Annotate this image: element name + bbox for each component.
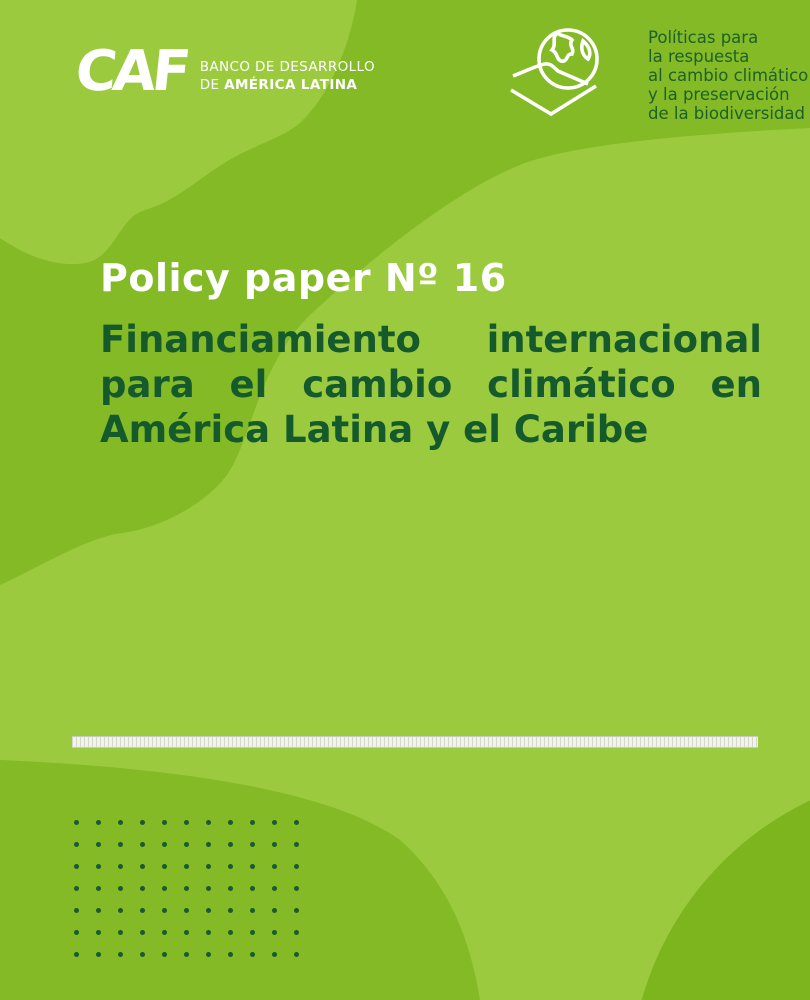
grid-dot [162, 842, 167, 847]
grid-dot [206, 864, 211, 869]
grid-dot [162, 930, 167, 935]
caf-logo [72, 39, 376, 104]
paper-title-line: América Latina y el Caribe [100, 408, 649, 451]
grid-dot [184, 886, 189, 891]
grid-dot [250, 886, 255, 891]
ruled-divider [72, 736, 758, 748]
grid-dot [206, 842, 211, 847]
paper-title-line: para el cambio climático en [100, 363, 762, 406]
grid-dot [206, 952, 211, 957]
grid-dot [206, 930, 211, 935]
grid-dot [118, 952, 123, 957]
program-text-line: la respuesta [648, 47, 750, 66]
grid-dot [118, 864, 123, 869]
grid-dot [74, 930, 79, 935]
grid-dot [294, 952, 299, 957]
grid-dot [184, 820, 189, 825]
caf-logo-mark: CAF [72, 39, 190, 104]
grid-dot [140, 886, 145, 891]
grid-dot [294, 842, 299, 847]
grid-dot [162, 820, 167, 825]
grid-dot [250, 952, 255, 957]
grid-dot [272, 908, 277, 913]
grid-dot [184, 930, 189, 935]
paper-number-heading: Policy paper Nº 16 [100, 256, 507, 300]
program-text-line: Políticas para [648, 28, 759, 47]
grid-dot [140, 864, 145, 869]
grid-dot [272, 886, 277, 891]
grid-dot [140, 930, 145, 935]
grid-dot [206, 886, 211, 891]
program-text-line: al cambio climático [648, 66, 809, 85]
grid-dot [118, 820, 123, 825]
grid-dot [162, 864, 167, 869]
grid-dot [74, 842, 79, 847]
program-emblem [508, 20, 808, 123]
grid-dot [228, 930, 233, 935]
caf-logo-wordmark [200, 58, 375, 94]
grid-dot [118, 886, 123, 891]
grid-dot [294, 886, 299, 891]
grid-dot [74, 908, 79, 913]
grid-dot [96, 908, 101, 913]
grid-dot [250, 930, 255, 935]
grid-dot [74, 864, 79, 869]
grid-dot [184, 842, 189, 847]
grid-dot [250, 820, 255, 825]
grid-dot [228, 864, 233, 869]
grid-dot [96, 886, 101, 891]
paper-title [100, 317, 762, 452]
grid-dot [206, 908, 211, 913]
caf-wordmark-line1: BANCO DE DESARROLLO [199, 59, 376, 75]
grid-dot [250, 864, 255, 869]
background-corner-circle [630, 770, 810, 1000]
grid-dot [184, 864, 189, 869]
grid-dot [228, 952, 233, 957]
grid-dot [272, 842, 277, 847]
grid-dot [206, 820, 211, 825]
grid-dot [272, 952, 277, 957]
grid-dot [74, 820, 79, 825]
grid-dot [272, 930, 277, 935]
grid-dot [250, 908, 255, 913]
grid-dot [96, 820, 101, 825]
grid-dot [162, 908, 167, 913]
caf-wordmark-line2: DE AMÉRICA LATINA [199, 77, 358, 93]
grid-dot [140, 842, 145, 847]
grid-dot [272, 864, 277, 869]
grid-dot [228, 908, 233, 913]
grid-dot [294, 930, 299, 935]
grid-dot [140, 908, 145, 913]
grid-dot [228, 820, 233, 825]
program-text [648, 28, 808, 123]
dot-grid [74, 820, 299, 957]
grid-dot [162, 886, 167, 891]
grid-dot [140, 820, 145, 825]
grid-dot [118, 842, 123, 847]
paper-title-line: Financiamiento internacional [100, 318, 762, 361]
grid-dot [294, 820, 299, 825]
grid-dot [118, 908, 123, 913]
grid-dot [184, 908, 189, 913]
grid-dot [96, 930, 101, 935]
grid-dot [162, 952, 167, 957]
grid-dot [74, 952, 79, 957]
grid-dot [140, 952, 145, 957]
program-text-line: y la preservación [648, 85, 790, 104]
grid-dot [294, 908, 299, 913]
grid-dot [184, 952, 189, 957]
grid-dot [96, 864, 101, 869]
grid-dot [118, 930, 123, 935]
hand-holding-globe-icon [508, 20, 640, 118]
grid-dot [250, 842, 255, 847]
program-text-line: de la biodiversidad [648, 104, 805, 123]
grid-dot [228, 842, 233, 847]
grid-dot [74, 886, 79, 891]
grid-dot [96, 842, 101, 847]
grid-dot [272, 820, 277, 825]
grid-dot [96, 952, 101, 957]
grid-dot [228, 886, 233, 891]
grid-dot [294, 864, 299, 869]
